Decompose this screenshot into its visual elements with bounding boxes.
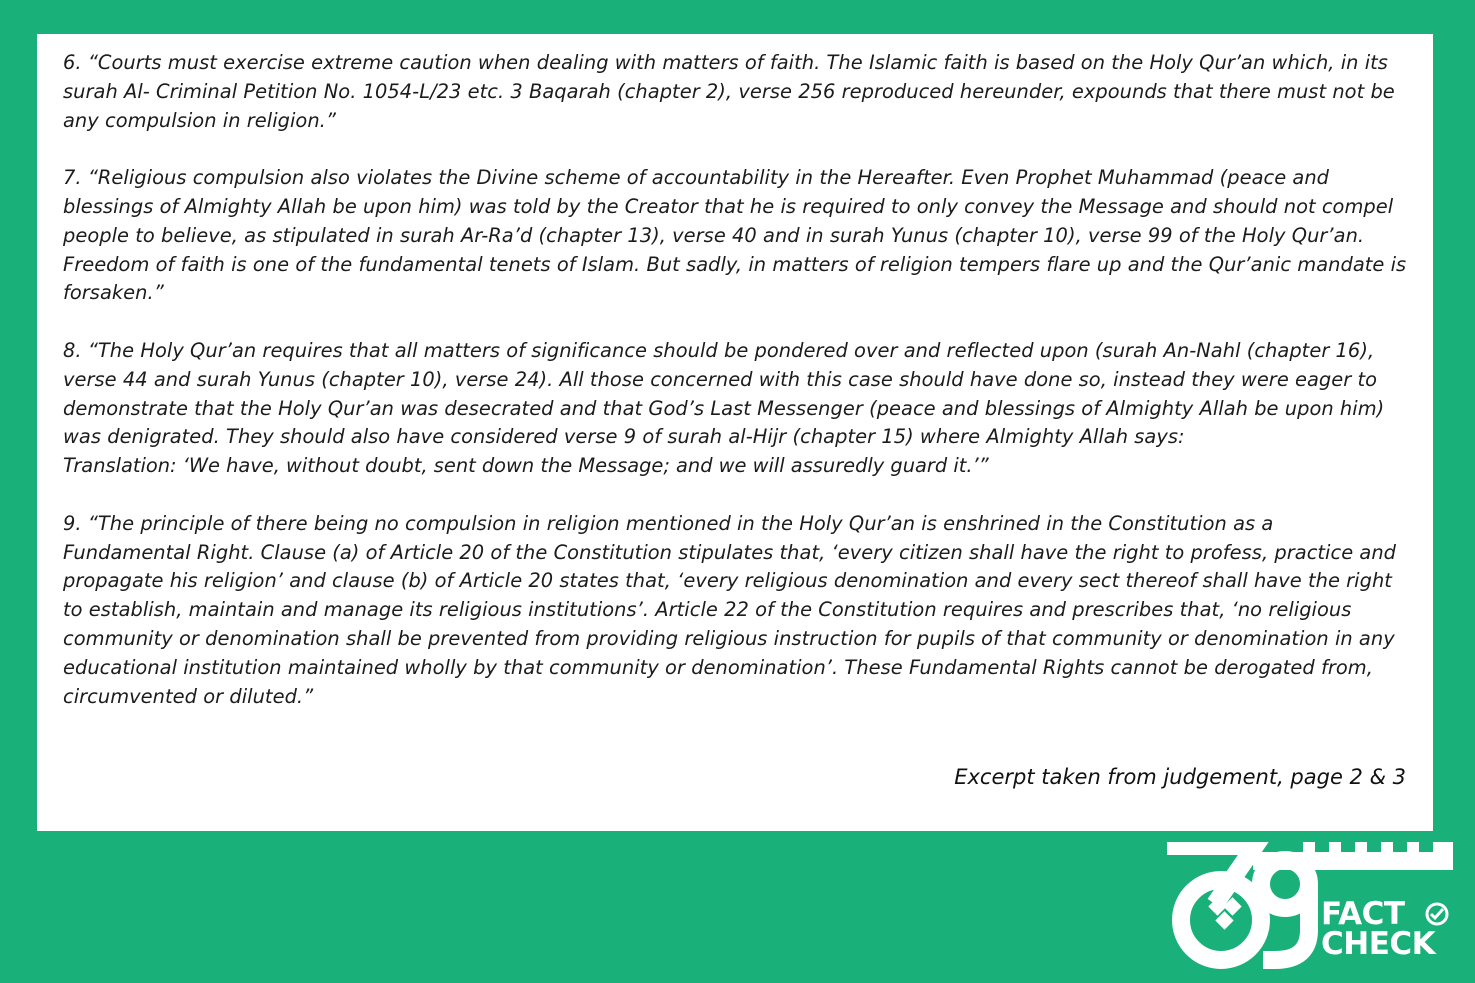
logo-check-text: CHECK bbox=[1321, 926, 1436, 962]
paragraph-8: 8. “The Holy Qur’an requires that all matters of significance should be pondered over and reflected upon (surah An-Nahl (chapter 16), verse 44 and surah Yunus (chapter 10), verse 24). All those concerned with this case should have done so, instead they were eager to demonstrate that the Holy Qur’an was desecrated and that God’s Last Messenger (peace and blessings of Almighty Allah be upon him) was denigrated. They should also have considered verse 9 of surah al-Hijr (chapter 15) where Almighty Allah says: bbox=[63, 338, 1385, 449]
translation-line: Translation: ‘We have, without doubt, sent down the Message; and we will assuredly guard it.’” bbox=[63, 454, 989, 478]
judgement-excerpt-card bbox=[37, 34, 1433, 831]
paragraph-9: 9. “The principle of there being no compulsion in religion mentioned in the Holy Qur’an is enshrined in the Constitution as a Fundamental Right. Clause (a) of Article 20 of the Constitution stipulates that, ‘every citizen shall have the right to profess, practice and propagate his religion’ and clause (b) of Article 20 states that, ‘every religious denomination and every sect thereof shall have the right to establish, maintain and manage its religious institutions’. Article 22 of the Constitution requires and prescribes that, ‘no religious community or denomination shall be prevented from providing religious instruction for pupils of that community or denomination in any educational institution maintained wholly by that community or denomination’. These Fundamental Rights cannot be derogated from, circumvented or diluted.” bbox=[63, 511, 1397, 708]
logo-fact-text: FACT bbox=[1321, 896, 1405, 932]
paragraph-6: 6. “Courts must exercise extreme caution when dealing with matters of faith. The Islamic faith is based on the Holy Qur’an which, in its surah Al- Criminal Petition No. 1054-L/23 etc. 3 Baqarah (chapter 2), verse 256 reproduced hereunder, expounds that there must not be any compulsion in religion.” bbox=[63, 51, 1395, 132]
source-caption: Excerpt taken from judgement, page 2 & 3 bbox=[954, 765, 1406, 789]
fact-check-logo bbox=[1163, 842, 1463, 972]
paragraph-7: 7. “Religious compulsion also violates the Divine scheme of accountability in the Hereafter. Even Prophet Muhammad (peace and blessings of Almighty Allah be upon him) was told by the Creator that he is required to only convey the Message and should not compel people to believe, as stipulated in surah Ar-Ra’d (chapter 13), verse 40 and in surah Yunus (chapter 10), verse 99 of the Holy Qur’an. Freedom of faith is one of the fundamental tenets of Islam. But sadly, in matters of religion tempers flare up and the Qur’anic mandate is forsaken.” bbox=[63, 166, 1407, 305]
